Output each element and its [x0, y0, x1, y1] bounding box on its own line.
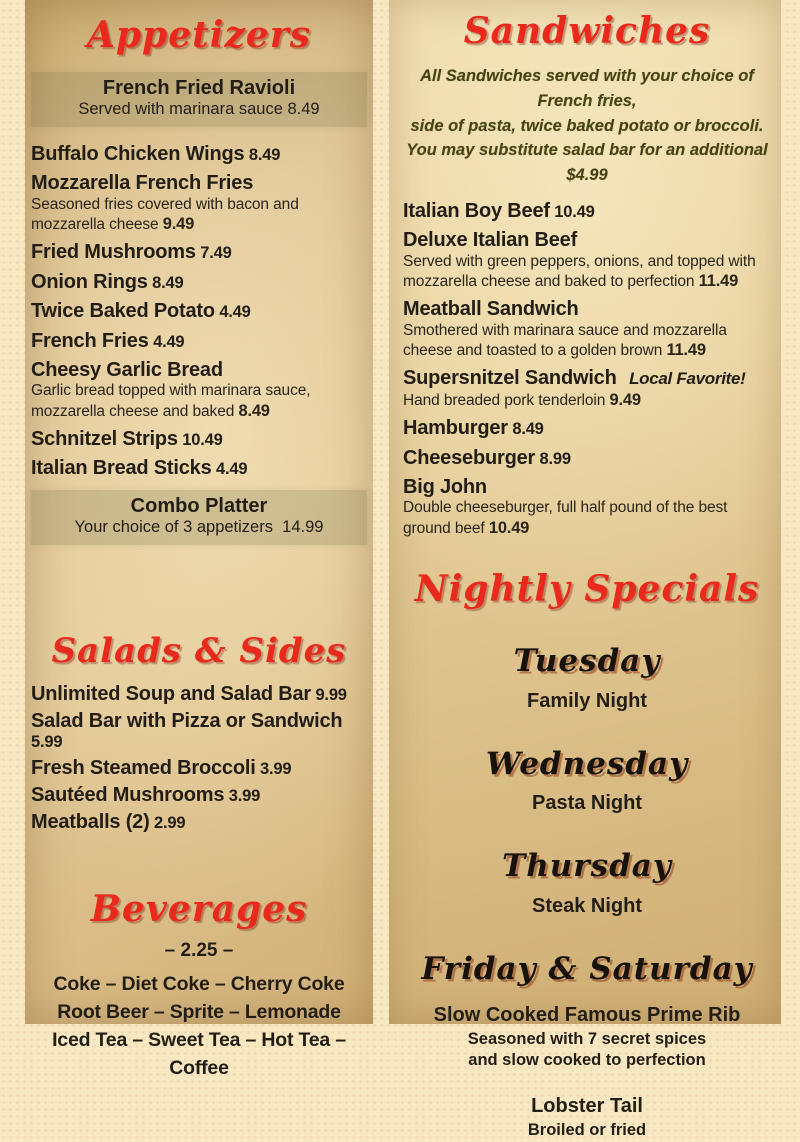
item-price: 11.49 — [666, 340, 706, 359]
local-favorite-badge: Local Favorite! — [629, 369, 746, 389]
item-price: 5.99 — [31, 732, 63, 751]
item-name: Meatballs (2) — [31, 811, 150, 834]
item-name: Mozzarella French Fries — [31, 172, 254, 195]
desc-line: Served with green peppers, onions, and topped with — [403, 252, 756, 270]
item-name: Buffalo Chicken Wings — [31, 143, 245, 165]
desc-line: Garlic bread topped with marinara sauce, — [31, 382, 311, 400]
item-name: Deluxe Italian Beef — [403, 229, 578, 252]
weekend-item-desc — [403, 1029, 771, 1072]
item-desc — [403, 390, 771, 410]
featured-price: 8.49 — [287, 100, 320, 118]
intro-line: You may substitute salad bar for an additional $4.99 — [406, 141, 768, 184]
nightly-specials-section — [403, 568, 771, 1142]
menu-item — [403, 200, 771, 222]
special-note: Pasta Night — [531, 792, 643, 815]
menu-item — [31, 143, 367, 165]
desc-line: cheese and toasted to a golden brown — [403, 341, 663, 359]
sandwiches-intro — [403, 64, 771, 188]
item-price: 8.49 — [512, 420, 544, 439]
right-column-content — [389, 0, 781, 1142]
item-desc — [403, 252, 771, 292]
menu-item — [403, 229, 771, 291]
desc-line: mozzarella cheese and baked — [31, 402, 235, 420]
combo-price: 14.99 — [282, 517, 324, 536]
item-price: 9.49 — [162, 215, 195, 233]
beverage-line: Iced Tea – Sweet Tea – Hot Tea – Coffee — [52, 1028, 346, 1079]
item-name: Italian Boy Beef — [403, 199, 550, 222]
menu-item — [31, 241, 367, 263]
menu-item — [31, 330, 367, 352]
item-name: Big John — [403, 475, 487, 498]
item-price: 9.99 — [315, 685, 347, 704]
item-name: Unlimited Soup and Salad Bar — [31, 682, 311, 705]
desc-line: mozzarella cheese and baked to perfection — [403, 272, 695, 290]
special-day: Tuesday — [513, 642, 661, 679]
item-price: 10.49 — [554, 202, 595, 221]
special-day-block — [403, 849, 771, 918]
salads-section — [31, 631, 367, 834]
item-name: French Fries — [31, 329, 149, 352]
menu-item — [403, 476, 771, 538]
item-desc — [31, 195, 367, 235]
item-name: Salad Bar with Pizza or Sandwich — [31, 710, 343, 733]
weekend-item-name: Slow Cooked Famous Prime Rib — [433, 1003, 741, 1026]
desc-line: Smothered with marinara sauce and mozzarella — [403, 321, 727, 339]
special-day-block — [403, 747, 771, 816]
salads-heading: Salads & Sides — [51, 630, 347, 671]
menu-item — [403, 298, 771, 360]
beverages-heading: Beverages — [90, 887, 308, 930]
left-column — [25, 0, 373, 1079]
appetizers-section — [31, 14, 367, 545]
menu-item — [31, 172, 367, 234]
menu-item — [31, 428, 367, 450]
weekend-special-block — [403, 952, 771, 1142]
featured-item-name: French Fried Ravioli — [102, 77, 296, 99]
item-price: 2.99 — [154, 814, 186, 833]
item-price: 4.49 — [219, 303, 251, 322]
menu-item — [403, 447, 771, 469]
combo-band — [31, 490, 367, 545]
item-price: 8.49 — [238, 401, 270, 420]
appetizers-heading: Appetizers — [86, 14, 312, 56]
featured-band — [31, 72, 367, 127]
combo-desc — [35, 518, 363, 537]
item-price: 11.49 — [698, 271, 739, 290]
item-name: Fried Mushrooms — [31, 241, 196, 264]
combo-desc-text: Your choice of 3 appetizers — [74, 517, 273, 536]
weekend-item-desc: Broiled or fried — [527, 1121, 647, 1140]
item-desc — [403, 321, 771, 361]
menu-item — [31, 683, 367, 705]
menu-item — [31, 359, 367, 421]
item-price: 7.49 — [200, 244, 232, 263]
desc-line: ground beef — [403, 519, 485, 537]
menu-item — [31, 300, 367, 322]
desc-line: Seasoned fries covered with bacon and — [31, 195, 299, 213]
special-day-block — [403, 644, 771, 713]
item-name: Cheesy Garlic Bread — [31, 359, 223, 382]
menu-item — [403, 367, 771, 410]
featured-desc-text: Served with marinara sauce — [78, 100, 283, 118]
special-day: Thursday — [502, 848, 672, 885]
item-name: Hamburger — [403, 417, 508, 440]
menu-item — [31, 811, 367, 833]
item-name-row — [403, 367, 771, 389]
special-note: Steak Night — [531, 894, 643, 917]
item-price: 10.49 — [488, 518, 530, 537]
featured-item-desc — [35, 100, 363, 119]
menu-item — [403, 417, 771, 439]
item-price: 4.49 — [153, 332, 185, 351]
intro-line: All Sandwiches served with your choice of French fries, — [420, 67, 754, 110]
beverages-price: – 2.25 – — [164, 939, 234, 961]
item-price: 8.49 — [248, 146, 281, 164]
item-price: 3.99 — [228, 787, 261, 806]
item-name: Twice Baked Potato — [31, 300, 215, 323]
desc-line: mozzarella cheese — [31, 216, 159, 233]
item-desc — [403, 498, 771, 538]
beverage-line: Coke – Diet Coke – Cherry Coke — [53, 972, 345, 995]
special-day: Wednesday — [485, 745, 689, 782]
lobster-block — [403, 1095, 771, 1141]
menu-item — [31, 710, 367, 751]
item-price: 9.49 — [609, 390, 641, 409]
item-name: Onion Rings — [31, 270, 148, 293]
intro-line: side of pasta, twice baked potato or broccoli. — [410, 116, 764, 135]
item-name: Italian Bread Sticks — [31, 457, 212, 480]
nightly-specials-heading: Nightly Specials — [414, 567, 760, 610]
item-name: Supersnitzel Sandwich — [403, 367, 617, 390]
desc-line: Seasoned with 7 secret spices — [467, 1029, 707, 1048]
item-name: Fresh Steamed Broccoli — [31, 756, 256, 779]
item-name: Meatball Sandwich — [403, 298, 579, 321]
sandwiches-section — [403, 10, 771, 538]
menu-item — [31, 457, 367, 479]
beverage-line: Root Beer – Sprite – Lemonade — [57, 1000, 341, 1023]
item-name: Sautéed Mushrooms — [31, 784, 225, 807]
menu-item — [31, 784, 367, 806]
item-name: Cheeseburger — [403, 446, 536, 469]
menu-item — [31, 757, 367, 779]
item-price: 8.49 — [152, 273, 184, 292]
combo-name: Combo Platter — [130, 494, 268, 517]
item-price: 10.49 — [182, 431, 223, 450]
item-price: 4.49 — [215, 460, 248, 479]
weekend-item-name: Lobster Tail — [531, 1095, 643, 1118]
left-column-content — [25, 0, 373, 1082]
right-column — [389, 0, 781, 1140]
special-note: Family Night — [526, 689, 647, 712]
desc-line: Hand breaded pork tenderloin — [403, 391, 606, 409]
item-price: 8.99 — [539, 449, 571, 468]
beverages-section — [31, 888, 367, 1082]
item-name: Schnitzel Strips — [31, 428, 178, 451]
appetizers-items — [31, 143, 367, 480]
menu-item — [31, 271, 367, 293]
item-desc — [31, 381, 367, 421]
desc-line: Double cheeseburger, full half pound of the best — [403, 499, 728, 517]
desc-line: and slow cooked to perfection — [468, 1050, 706, 1069]
item-price: 3.99 — [260, 759, 292, 778]
special-day: Friday & Saturday — [421, 950, 753, 987]
sandwiches-heading: Sandwiches — [463, 10, 711, 52]
